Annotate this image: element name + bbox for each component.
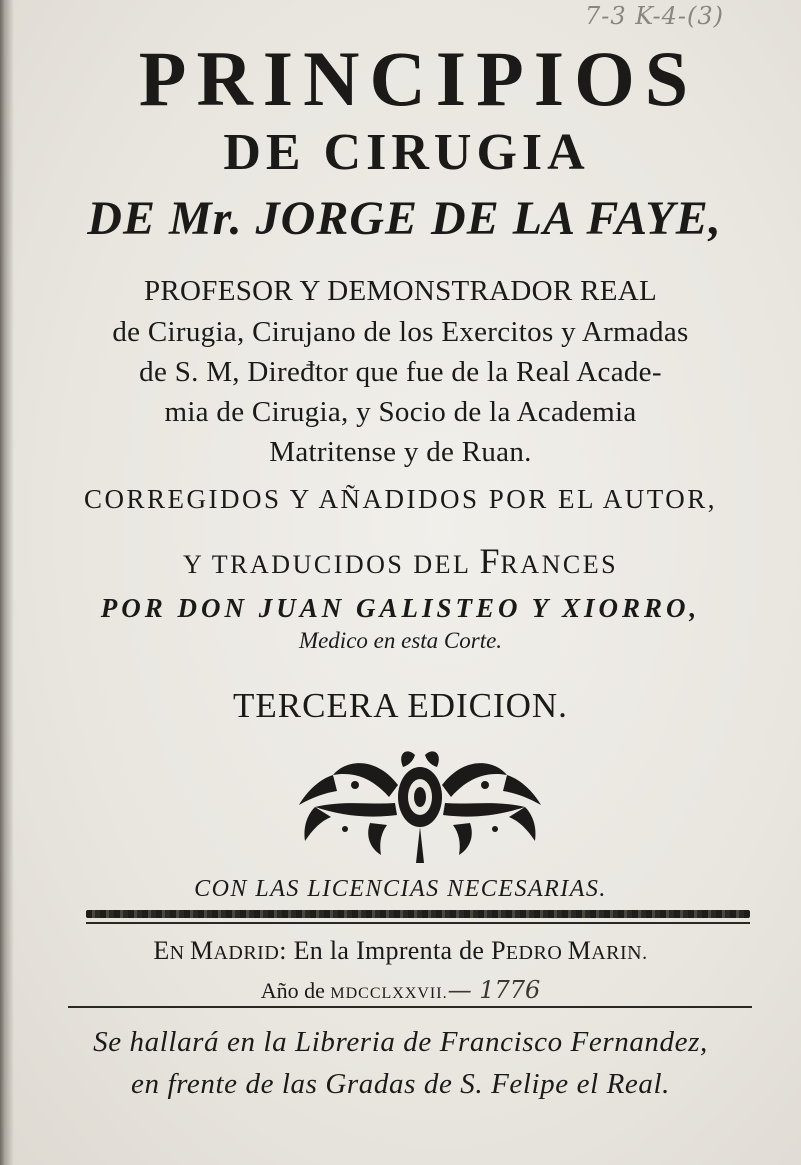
- author-credential-line-4: mia de Cirugia, y Socio de la Academia: [164, 396, 637, 428]
- edition-line: TERCERA EDICION.: [233, 686, 568, 725]
- year-line: [0, 976, 801, 1004]
- imprint-printer-first: EDRO: [505, 942, 568, 964]
- translator-line: POR DON JUAN GALISTEO Y XIORRO,: [100, 593, 701, 623]
- thin-rule: [86, 922, 750, 924]
- ornamental-rule: [86, 910, 750, 918]
- translated-rest: RANCES: [500, 550, 619, 579]
- author-credential-line-3: de S. M, Diređtor que fue de la Real Acade-: [139, 356, 662, 388]
- corrected-line: CORREGIDOS Y AÑADIDOS POR EL AUTOR,: [83, 484, 718, 514]
- imprint-city-rest: ADRID: [213, 942, 280, 964]
- imprint-printer-last: ARIN.: [591, 942, 648, 964]
- seller-line-2: en frente de las Gradas de S. Felipe el Real.: [131, 1068, 670, 1100]
- imprint-printer-m: M: [567, 936, 592, 965]
- translated-prefix: Y TRADUCIDOS DEL: [182, 550, 480, 579]
- author-credential-line-5: Matritense y de Ruan.: [269, 436, 532, 468]
- imprint-mid: : En la Imprenta de: [279, 936, 492, 965]
- imprint-big-e: E: [153, 936, 170, 965]
- bottom-rule: [68, 1006, 752, 1008]
- translated-initial: F: [479, 541, 501, 581]
- year-prefix: Año de: [260, 978, 331, 1003]
- handwritten-shelf-mark: 7-3 K-4-(3): [585, 2, 724, 30]
- year-handwritten: — 1776: [447, 976, 541, 1004]
- translator-role: Medico en esta Corte.: [298, 628, 503, 653]
- title-de-cirugia: DE CIRUGIA: [223, 124, 590, 181]
- seller-line-1: Se hallará en la Libreria de Francisco Fernandez,: [93, 1026, 708, 1058]
- imprint-big-m: M: [190, 936, 214, 965]
- imprint-line: [0, 936, 801, 966]
- licencias-line: CON LAS LICENCIAS NECESARIAS.: [194, 876, 607, 902]
- imprint-en-rest: N: [169, 942, 191, 964]
- title-author: DE Mr. JORGE DE LA FAYE,: [87, 192, 722, 245]
- title-principios: PRINCIPIOS: [138, 35, 699, 122]
- author-credential-line-1: PROFESOR Y DEMONSTRADOR REAL: [143, 275, 657, 307]
- floral-ornament-icon: [285, 745, 555, 865]
- year-roman: MDCCLXXVII.: [330, 985, 448, 1002]
- translated-line: [0, 540, 801, 582]
- imprint-printer-p: P: [491, 936, 506, 965]
- author-credential-line-2: de Cirugia, Cirujano de los Exercitos y Armadas: [112, 316, 689, 348]
